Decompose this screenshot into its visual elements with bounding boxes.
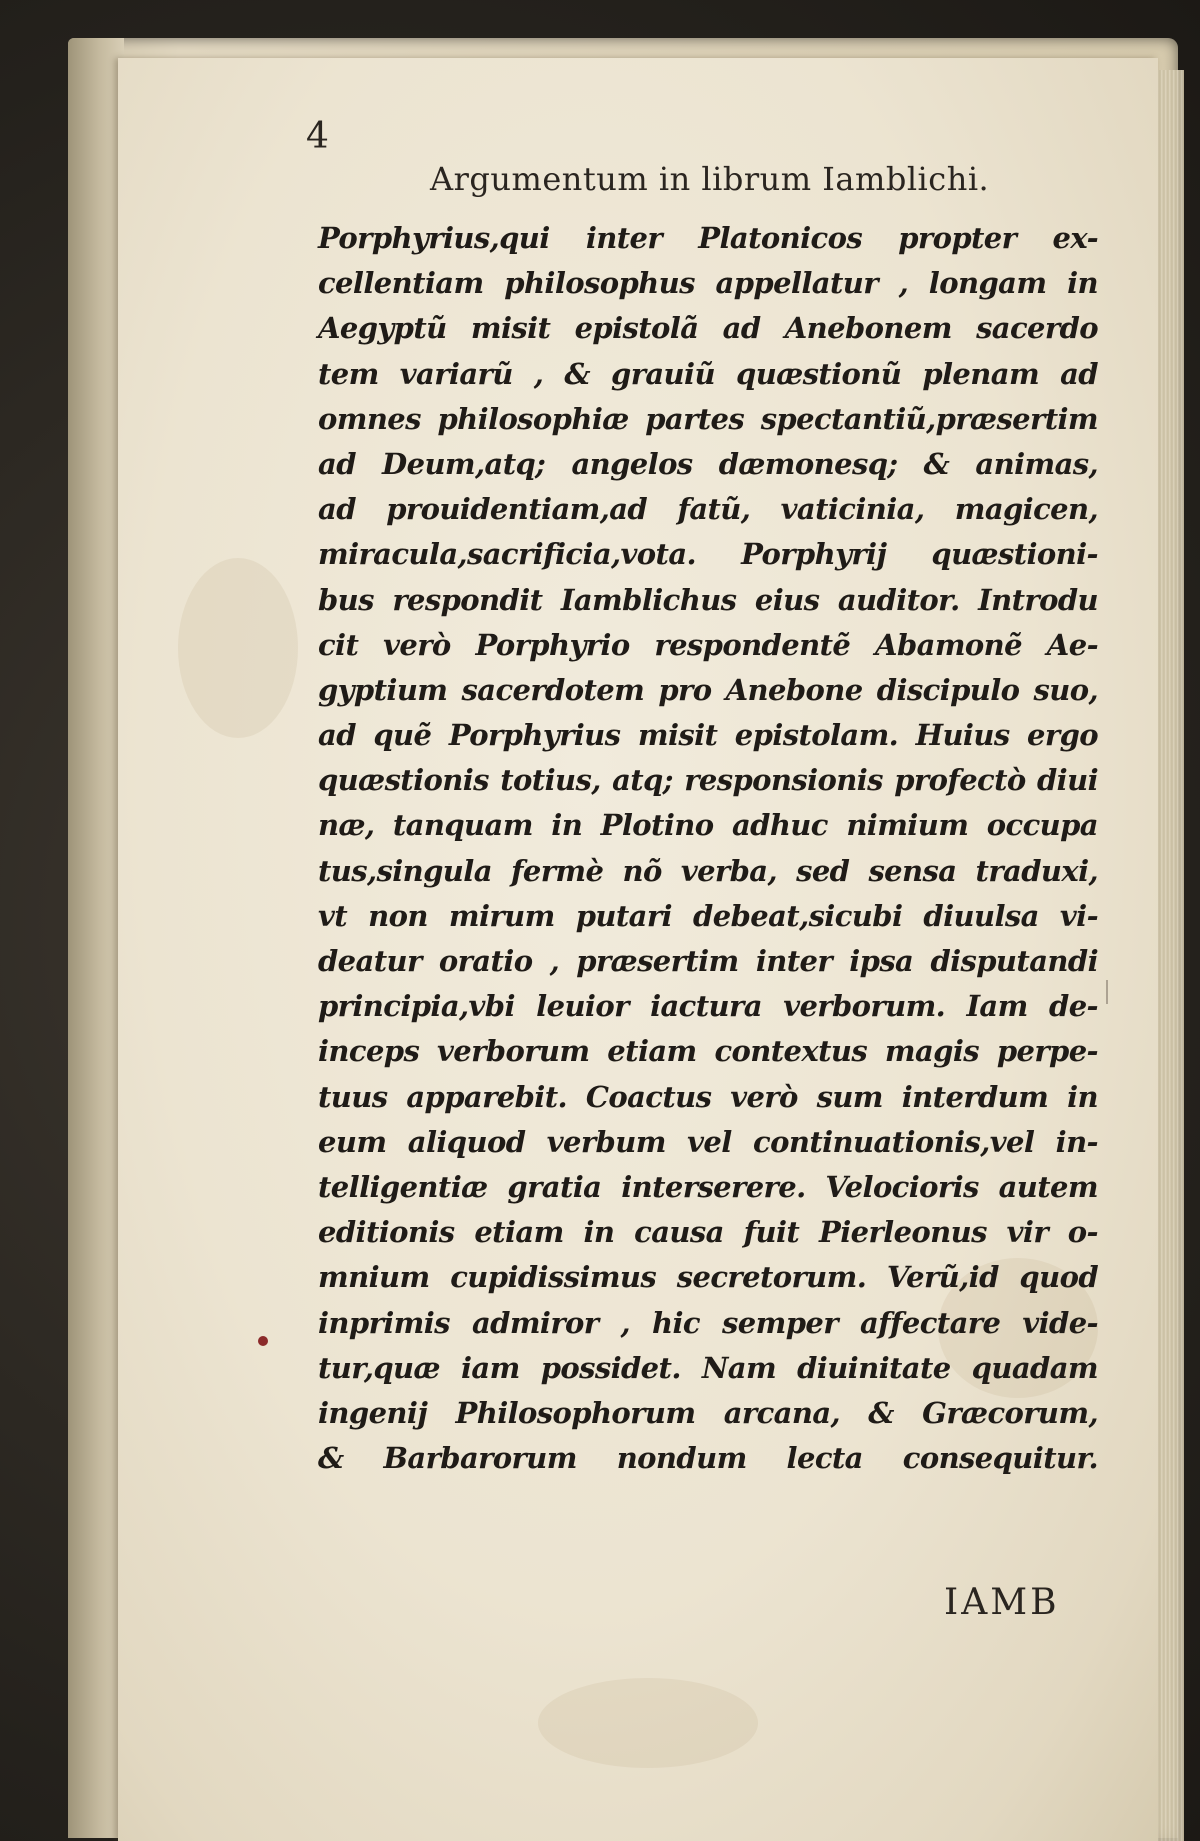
text-line: telligentiæ gratia interserere. Velocioris autem [318,1169,1098,1204]
text-line: vt non mirum putari debeat,sicubi diuulsa vi- [318,898,1098,933]
text-line: Aegyptũ misit epistolã ad Anebonem sacerdo [318,311,1098,346]
text-line: ingenij Philosophorum arcana, & Græcorum, [318,1395,1098,1430]
text-line: omnes philosophiæ partes spectantiũ,præsertim [318,401,1098,436]
paper-stain [178,558,298,738]
text-line: næ, tanquam in Plotino adhuc nimium occupa [318,808,1098,843]
text-line: eum aliquod verbum vel continuationis,vel in- [318,1124,1098,1159]
text-line: cellentiam philosophus appellatur , longam in [318,266,1098,301]
margin-mark [1106,980,1108,1004]
body-paragraph [318,216,1098,1481]
text-line: Porphyrius,qui inter Platonicos propter ex- [318,221,1098,255]
text-line: miracula,sacrificia,vota. Porphyrij quæstioni- [318,537,1098,572]
text-line: ad Deum,atq; angelos dæmonesq; & animas, [318,446,1098,481]
text-line: inprimis admiror , hic semper affectare vide- [318,1305,1098,1340]
text-line: & Barbarorum nondum lecta consequitur. [318,1441,1098,1476]
text-line: tur,quæ iam possidet. Nam diuinitate quadam [318,1350,1098,1385]
catchword: IAMB [944,1582,1060,1623]
text-line: quæstionis totius, atq; responsionis profectò diui [318,763,1098,798]
page-number: 4 [306,116,329,157]
text-line: gyptium sacerdotem pro Anebone discipulo suo, [318,672,1098,707]
text-line: ad quẽ Porphyrius misit epistolam. Huius ergo [318,718,1098,753]
text-line: deatur oratio , præsertim inter ipsa disputandi [318,944,1098,978]
paper-stain [538,1678,758,1768]
text-line: tuus apparebit. Coactus verò sum interdum in [318,1079,1098,1114]
text-line: bus respondit Iamblichus eius auditor. Introdu [318,582,1098,617]
text-line: cit verò Porphyrio respondentẽ Abamonẽ Ae- [318,627,1098,662]
text-line: principia,vbi leuior iactura verborum. Iam de- [318,989,1098,1024]
text-line: inceps verborum etiam contextus magis perpe- [318,1034,1098,1069]
margin-mark [258,1336,268,1346]
text-line: editionis etiam in causa fuit Pierleonus vir o- [318,1215,1098,1250]
text-line: ad prouidentiam,ad fatũ, vaticinia, magicen, [318,492,1098,527]
cover-spine-edge [68,38,124,1838]
text-line: mnium cupidissimus secretorum. Verũ,id quod [318,1260,1098,1295]
text-line: tem variarũ , & grauiũ quæstionũ plenam ad [318,356,1098,391]
text-line: tus,singula fermè nõ verba, sed sensa traduxi, [318,853,1098,888]
running-head: Argumentum in librum Iamblichi. [430,160,990,198]
